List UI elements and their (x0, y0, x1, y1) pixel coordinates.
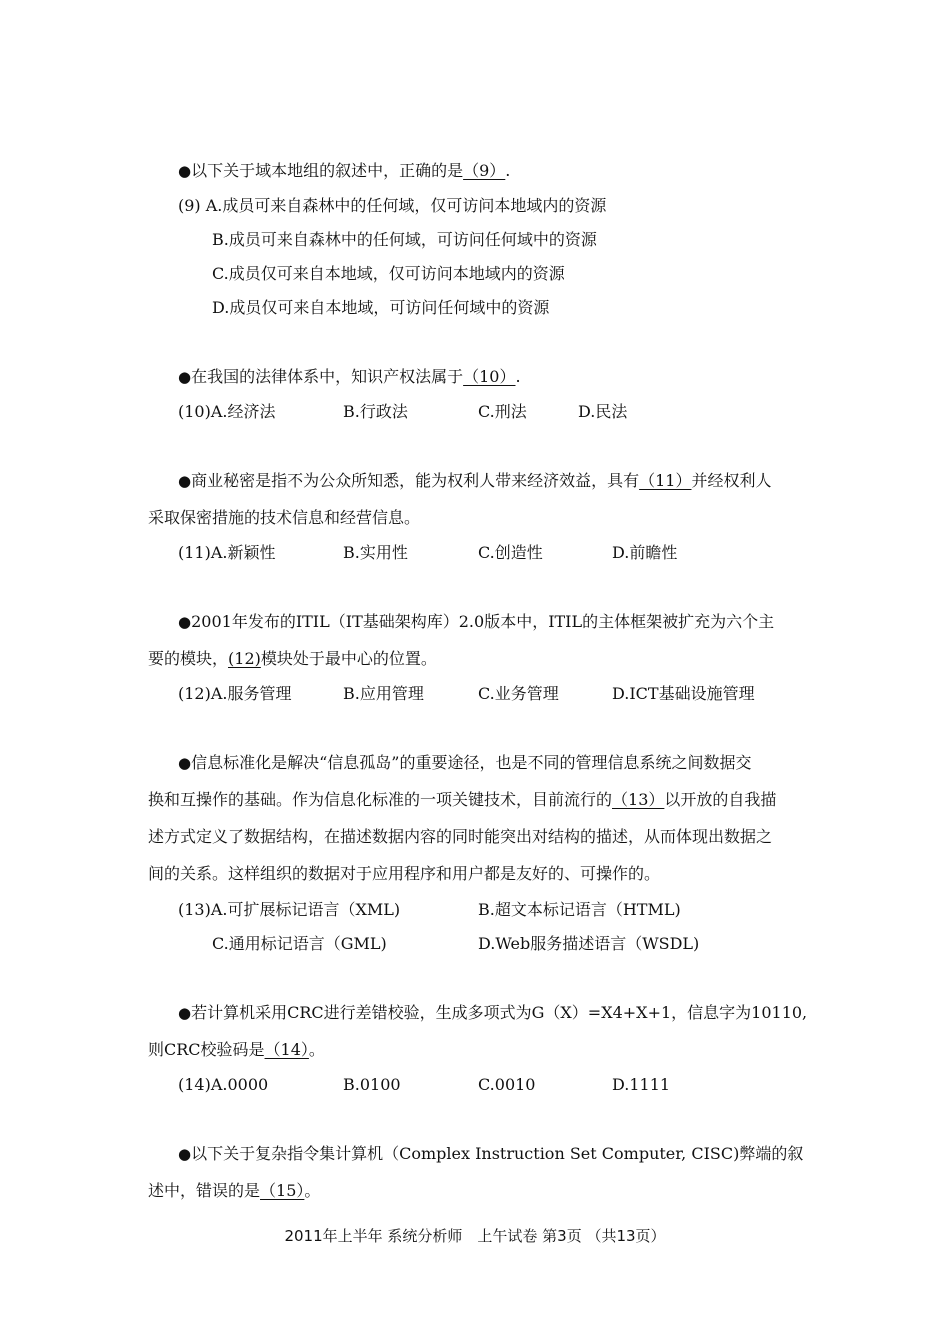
question-15-stem: ●以下关于复杂指令集计算机（Complex Instruction Set Computer, CISC)弊端的叙 (178, 1144, 804, 1163)
question-13-stem: ●信息标准化是解决“信息孤岛”的重要途径，也是不同的管理信息系统之间数据交 (178, 753, 752, 772)
answer-blank: （9） (463, 161, 506, 180)
bullet-icon: ● (178, 613, 192, 631)
question-11-stem: ●商业秘密是指不为公众所知悉，能为权利人带来经济效益，具有（11）并经权利人 (178, 471, 772, 490)
question-13-option-a: (13)A.可扩展标记语言（XML) (178, 900, 401, 919)
question-11-stem-line2: 采取保密措施的技术信息和经营信息。 (148, 508, 421, 527)
question-9-stem: ●以下关于域本地组的叙述中，正确的是（9）. (178, 161, 511, 180)
answer-blank: （10） (463, 367, 516, 386)
bullet-icon: ● (178, 472, 192, 490)
question-13-stem-line2: 换和互操作的基础。作为信息化标准的一项关键技术，目前流行的（13）以开放的自我描 (148, 790, 777, 809)
question-12-option-b: B.应用管理 (343, 684, 424, 703)
bullet-icon: ● (178, 368, 192, 386)
question-12-option-d: D.ICT基础设施管理 (612, 684, 755, 703)
answer-blank: (12) (228, 649, 261, 668)
question-10-option-d: D.民法 (578, 402, 628, 421)
answer-blank: （14） (264, 1040, 309, 1059)
question-14-option-c: C.0010 (478, 1075, 536, 1094)
question-9-option-c: C.成员仅可来自本地域，仅可访问本地域内的资源 (212, 264, 565, 283)
question-9-option-a: (9) A.成员可来自森林中的任何域，仅可访问本地域内的资源 (178, 196, 607, 215)
answer-blank: （15） (260, 1181, 305, 1200)
question-10-stem: ●在我国的法律体系中，知识产权法属于（10）. (178, 367, 521, 386)
question-13-stem-line4: 间的关系。这样组织的数据对于应用程序和用户都是友好的、可操作的。 (148, 864, 661, 883)
question-11-option-a: (11)A.新颖性 (178, 543, 276, 562)
question-10-option-a: (10)A.经济法 (178, 402, 276, 421)
question-9-option-b: B.成员可来自森林中的任何域，可访问任何域中的资源 (212, 230, 597, 249)
page-footer: 2011年上半年 系统分析师 上午试卷 第3页 （共13页） (284, 1227, 666, 1245)
question-15-stem-line2: 述中，错误的是（15）。 (148, 1181, 321, 1200)
question-14-option-a: (14)A.0000 (178, 1075, 269, 1094)
question-14-stem-line2: 则CRC校验码是（14）。 (148, 1040, 325, 1059)
bullet-icon: ● (178, 162, 192, 180)
question-9-option-d: D.成员仅可来自本地域，可访问任何域中的资源 (212, 298, 550, 317)
question-11-option-d: D.前瞻性 (612, 543, 678, 562)
question-13-stem-line3: 述方式定义了数据结构，在描述数据内容的同时能突出对结构的描述，从而体现出数据之 (148, 827, 773, 846)
question-12-option-a: (12)A.服务管理 (178, 684, 292, 703)
question-12-stem-line2: 要的模块，(12)模块处于最中心的位置。 (148, 649, 437, 668)
question-12-option-c: C.业务管理 (478, 684, 559, 703)
question-13-option-c: C.通用标记语言（GML) (212, 934, 387, 953)
question-10-option-b: B.行政法 (343, 402, 408, 421)
question-11-option-c: C.创造性 (478, 543, 543, 562)
question-14-option-b: B.0100 (343, 1075, 401, 1094)
question-10-option-c: C.刑法 (478, 402, 527, 421)
answer-blank: （11） (639, 471, 692, 490)
bullet-icon: ● (178, 1145, 192, 1163)
question-13-option-b: B.超文本标记语言（HTML) (478, 900, 681, 919)
answer-blank: （13） (612, 790, 665, 809)
bullet-icon: ● (178, 1004, 192, 1022)
question-11-option-b: B.实用性 (343, 543, 408, 562)
question-14-option-d: D.1111 (612, 1075, 671, 1094)
question-12-stem: ●2001年发布的ITIL（IT基础架构库）2.0版本中，ITIL的主体框架被扩充为六个主 (178, 612, 775, 631)
bullet-icon: ● (178, 754, 192, 772)
question-13-option-d: D.Web服务描述语言（WSDL) (478, 934, 700, 953)
question-14-stem: ●若计算机采用CRC进行差错校验，生成多项式为G（X）=X4+X+1，信息字为10110, (178, 1003, 808, 1022)
